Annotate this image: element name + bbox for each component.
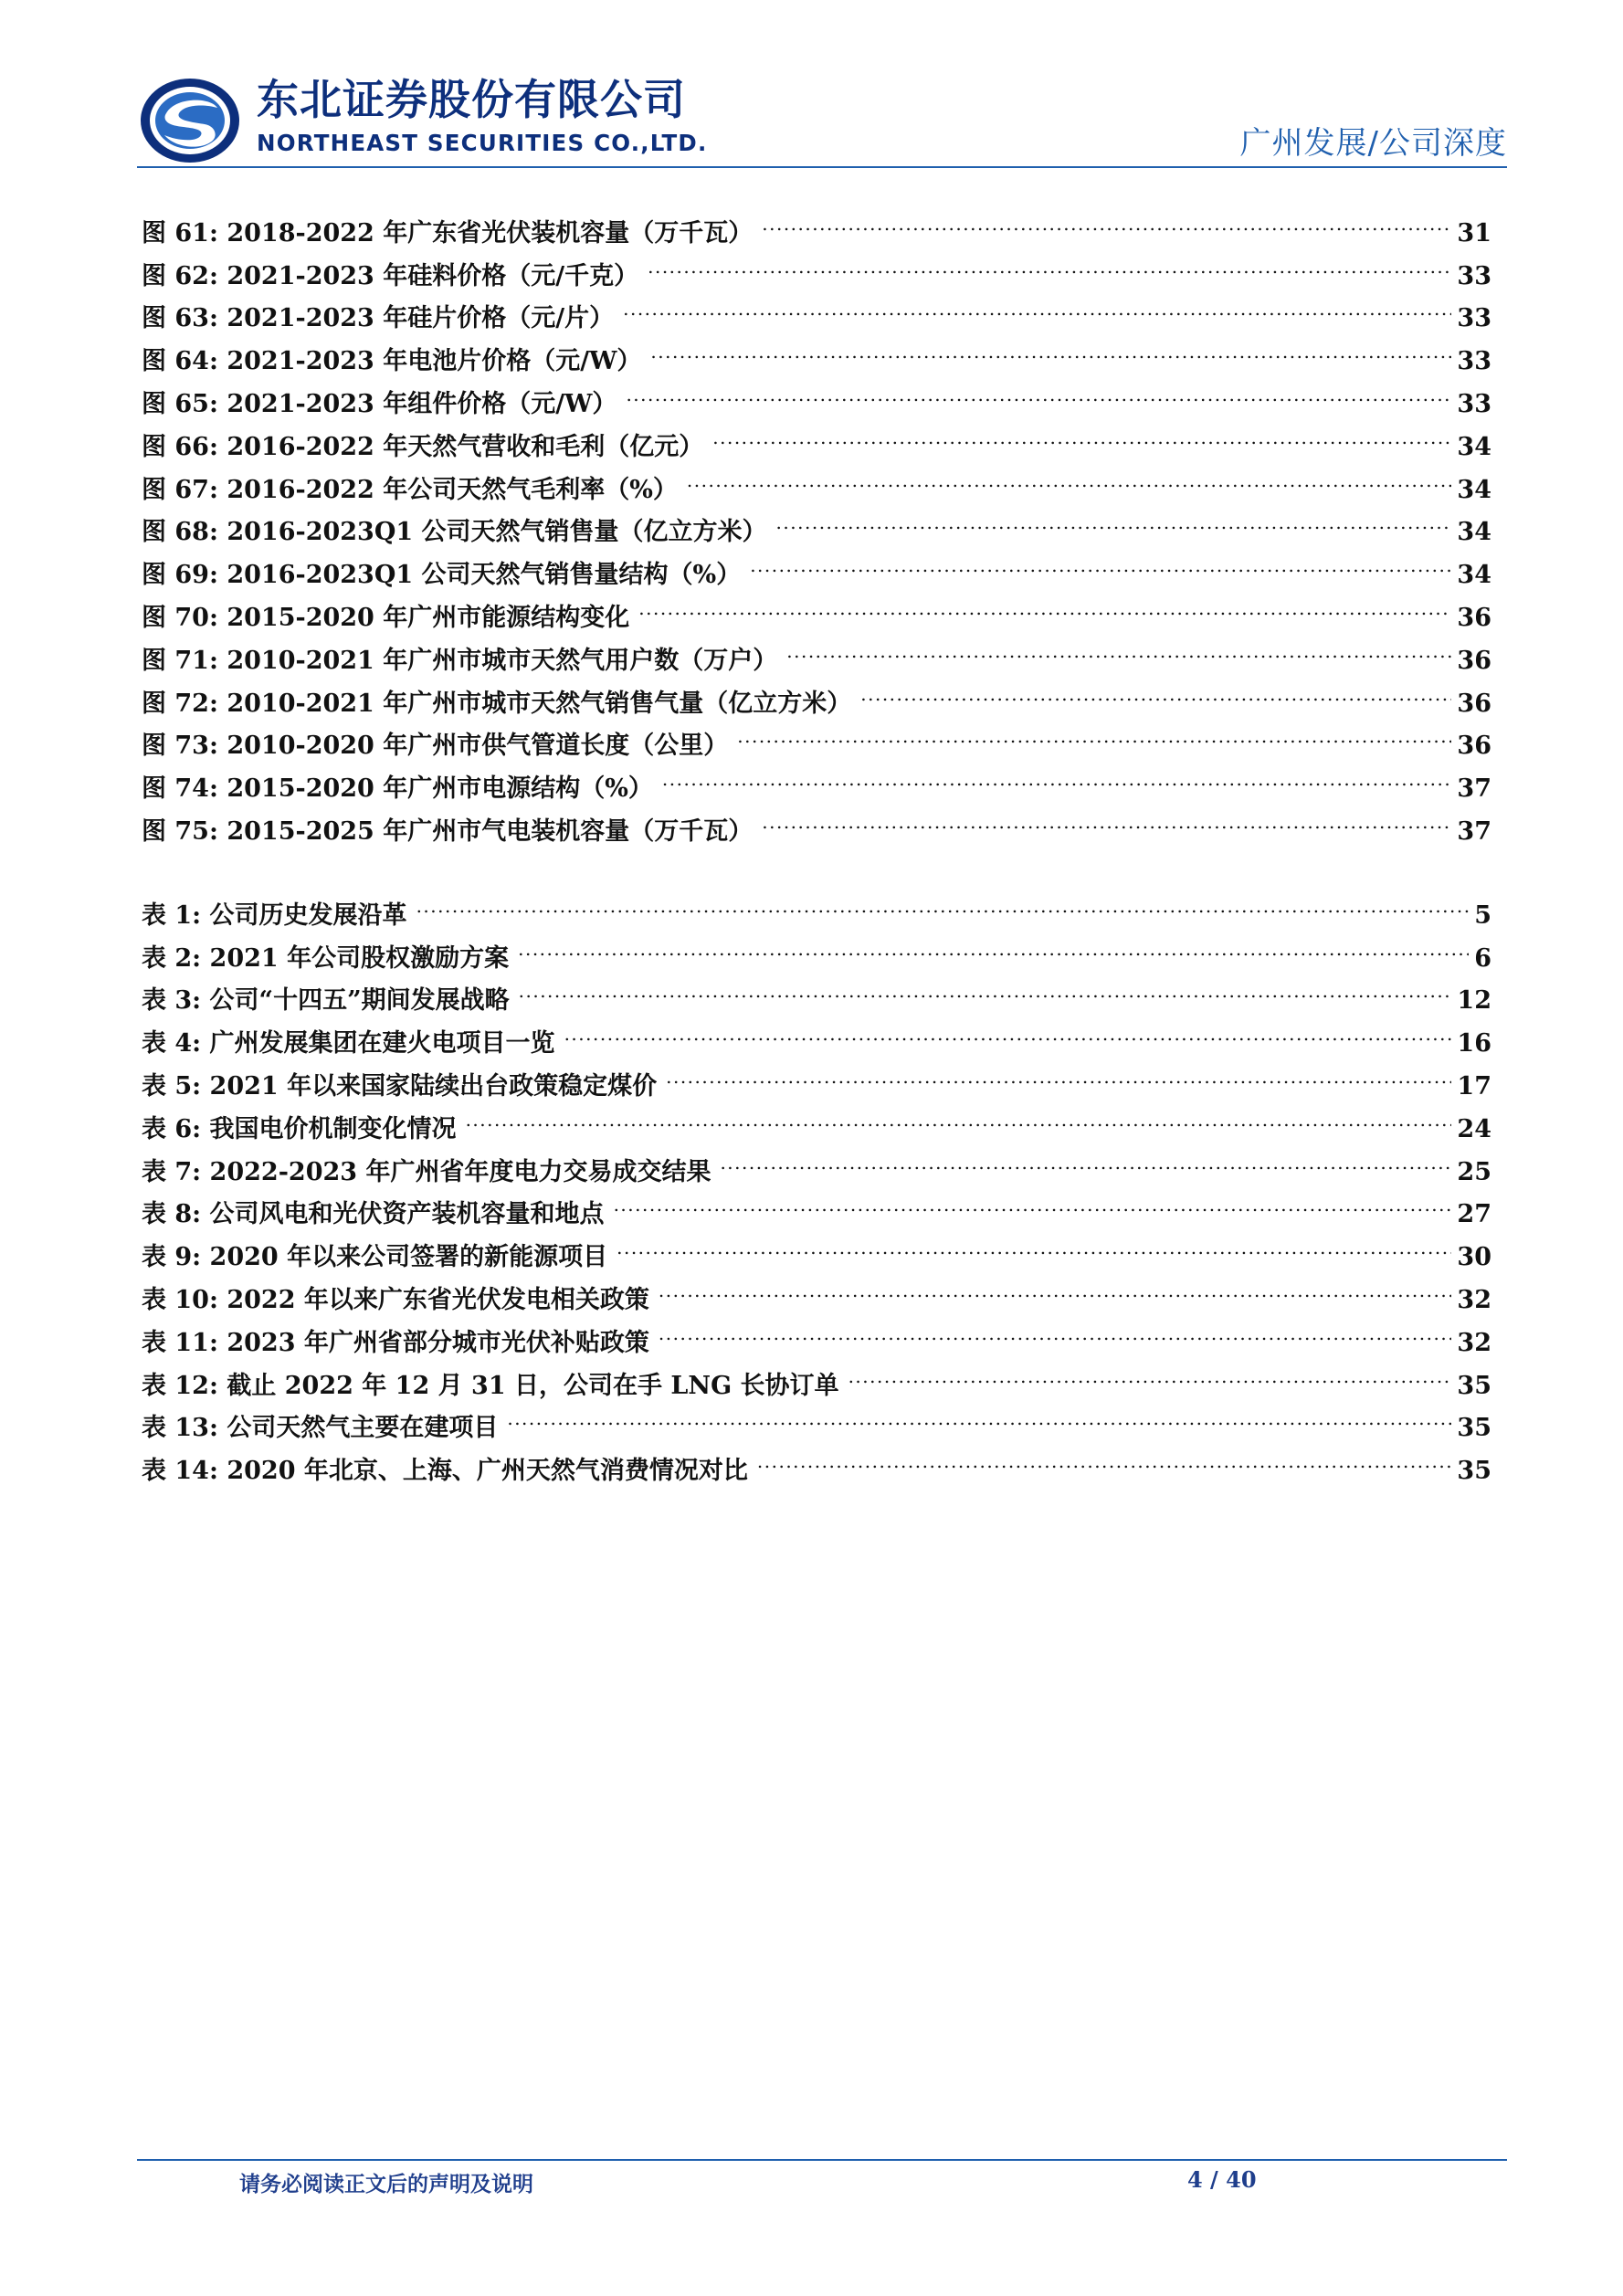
table-entry-label: 表 2: 2021 年公司股权激励方案 bbox=[142, 943, 510, 973]
figure-entry-page: 34 bbox=[1457, 518, 1491, 547]
figure-entry-label: 图 72: 2010-2021 年广州市城市天然气销售气量（亿立方米） bbox=[142, 689, 852, 718]
table-entry-page: 35 bbox=[1457, 1414, 1491, 1443]
table-entry-page: 17 bbox=[1457, 1071, 1491, 1101]
table-entry-label: 表 1: 公司历史发展沿革 bbox=[142, 900, 407, 930]
table-entry-page: 30 bbox=[1457, 1243, 1491, 1272]
figure-entry-label: 图 73: 2010-2020 年广州市供气管道长度（公里） bbox=[142, 732, 729, 761]
dot-leader bbox=[564, 1008, 1452, 1051]
dot-leader bbox=[860, 669, 1451, 711]
dot-leader bbox=[650, 326, 1451, 369]
figure-entry-label: 图 62: 2021-2023 年硅料价格（元/千克） bbox=[142, 261, 639, 290]
figure-entry-page: 37 bbox=[1457, 816, 1491, 846]
table-entry-page: 32 bbox=[1457, 1285, 1491, 1314]
table-entry-page: 5 bbox=[1474, 900, 1491, 930]
figure-entry-page: 36 bbox=[1457, 689, 1491, 718]
table-entry-label: 表 8: 公司风电和光伏资产装机容量和地点 bbox=[142, 1200, 605, 1229]
table-entry-page: 35 bbox=[1457, 1371, 1491, 1400]
dot-leader bbox=[666, 1051, 1451, 1094]
northeast-securities-logo-icon bbox=[139, 77, 241, 164]
dot-leader bbox=[737, 711, 1451, 754]
page-number: 4 / 40 bbox=[1187, 2166, 1257, 2193]
table-entry[interactable] bbox=[142, 880, 1491, 930]
dot-leader bbox=[659, 1308, 1452, 1351]
figure-entry-label: 图 66: 2016-2022 年天然气营收和毛利（亿元） bbox=[142, 432, 704, 461]
dot-leader bbox=[762, 198, 1451, 241]
figure-entry[interactable] bbox=[142, 198, 1491, 248]
figure-entry-label: 图 65: 2021-2023 年组件价格（元/W） bbox=[142, 389, 617, 418]
dot-leader bbox=[687, 455, 1452, 498]
table-entry-label: 表 9: 2020 年以来公司签署的新能源项目 bbox=[142, 1243, 608, 1272]
dot-leader bbox=[757, 1436, 1452, 1479]
figure-entry-label: 图 70: 2015-2020 年广州市能源结构变化 bbox=[142, 603, 630, 632]
figure-list bbox=[142, 198, 1491, 846]
figure-entry-page: 33 bbox=[1457, 261, 1491, 290]
table-entry-label: 表 10: 2022 年以来广东省光伏发电相关政策 bbox=[142, 1285, 649, 1314]
figure-entry-page: 31 bbox=[1457, 218, 1491, 248]
table-entry-page: 24 bbox=[1457, 1114, 1491, 1143]
dot-leader bbox=[617, 1222, 1451, 1265]
page-header bbox=[137, 75, 1507, 166]
table-entry-label: 表 6: 我国电价机制变化情况 bbox=[142, 1114, 457, 1143]
dot-leader bbox=[662, 753, 1452, 796]
figure-entry-page: 36 bbox=[1457, 732, 1491, 761]
report-tag: 广州发展/公司深度 bbox=[1239, 125, 1507, 162]
figure-entry-label: 图 74: 2015-2020 年广州市电源结构（%） bbox=[142, 774, 653, 804]
table-entry-page: 25 bbox=[1457, 1157, 1491, 1186]
dot-leader bbox=[720, 1137, 1451, 1180]
dot-leader bbox=[623, 284, 1451, 327]
dot-leader bbox=[416, 880, 1470, 923]
table-entry-label: 表 12: 截止 2022 年 12 月 31 日，公司在手 LNG 长协订单 bbox=[142, 1371, 839, 1400]
figure-entry-label: 图 64: 2021-2023 年电池片价格（元/W） bbox=[142, 347, 642, 376]
dot-leader bbox=[638, 583, 1451, 626]
figure-entry-label: 图 69: 2016-2023Q1 公司天然气销售量结构（%） bbox=[142, 561, 742, 590]
table-list bbox=[142, 880, 1491, 1486]
table-entry-label: 表 3: 公司“十四五”期间发展战略 bbox=[142, 986, 510, 1016]
dot-leader bbox=[776, 498, 1452, 541]
figure-entry-label: 图 63: 2021-2023 年硅片价格（元/片） bbox=[142, 304, 615, 333]
dot-leader bbox=[518, 923, 1469, 966]
figure-entry-label: 图 68: 2016-2023Q1 公司天然气销售量（亿立方米） bbox=[142, 518, 767, 547]
footer-divider bbox=[137, 2159, 1507, 2161]
dot-leader bbox=[466, 1094, 1452, 1137]
company-name-en: NORTHEAST SECURITIES CO.,LTD. bbox=[257, 130, 708, 156]
table-entry-page: 32 bbox=[1457, 1328, 1491, 1357]
figure-entry-label: 图 75: 2015-2025 年广州市气电装机容量（万千瓦） bbox=[142, 816, 754, 846]
dot-leader bbox=[750, 540, 1451, 583]
figure-entry-label: 图 67: 2016-2022 年公司天然气毛利率（%） bbox=[142, 475, 678, 504]
table-entry-label: 表 11: 2023 年广州省部分城市光伏补贴政策 bbox=[142, 1328, 649, 1357]
table-entry-label: 表 13: 公司天然气主要在建项目 bbox=[142, 1414, 499, 1443]
figure-entry-page: 33 bbox=[1457, 304, 1491, 333]
dot-leader bbox=[659, 1265, 1452, 1308]
figure-entry-page: 33 bbox=[1457, 347, 1491, 376]
dot-leader bbox=[626, 369, 1451, 412]
figure-entry-page: 36 bbox=[1457, 646, 1491, 675]
table-entry-page: 35 bbox=[1457, 1457, 1491, 1486]
table-entry-page: 27 bbox=[1457, 1200, 1491, 1229]
dot-leader bbox=[786, 626, 1451, 669]
figure-entry-page: 34 bbox=[1457, 561, 1491, 590]
company-name-cn: 东北证券股份有限公司 bbox=[257, 75, 686, 124]
figure-entry-page: 36 bbox=[1457, 603, 1491, 632]
footer-disclaimer-note: 请务必阅读正文后的声明及说明 bbox=[239, 2173, 533, 2196]
table-entry-label: 表 5: 2021 年以来国家陆续出台政策稳定煤价 bbox=[142, 1071, 658, 1101]
table-entry-page: 16 bbox=[1457, 1029, 1491, 1058]
dot-leader bbox=[507, 1394, 1451, 1437]
table-entry-page: 6 bbox=[1474, 943, 1491, 973]
dot-leader bbox=[762, 796, 1451, 839]
header-divider bbox=[137, 166, 1507, 168]
figure-entry-label: 图 71: 2010-2021 年广州市城市天然气用户数（万户） bbox=[142, 646, 778, 675]
dot-leader bbox=[519, 966, 1452, 1009]
table-entry-label: 表 14: 2020 年北京、上海、广州天然气消费情况对比 bbox=[142, 1457, 748, 1486]
figure-entry-label: 图 61: 2018-2022 年广东省光伏装机容量（万千瓦） bbox=[142, 218, 754, 248]
table-entry-page: 12 bbox=[1457, 986, 1491, 1016]
table-entry-label: 表 7: 2022-2023 年广州省年度电力交易成交结果 bbox=[142, 1157, 711, 1186]
figure-entry-page: 34 bbox=[1457, 475, 1491, 504]
table-entry-label: 表 4: 广州发展集团在建火电项目一览 bbox=[142, 1029, 555, 1058]
dot-leader bbox=[712, 412, 1451, 455]
dot-leader bbox=[648, 241, 1451, 284]
dot-leader bbox=[614, 1180, 1452, 1223]
figure-entry-page: 34 bbox=[1457, 432, 1491, 461]
dot-leader bbox=[848, 1351, 1452, 1394]
figure-entry-page: 33 bbox=[1457, 389, 1491, 418]
figure-entry-page: 37 bbox=[1457, 774, 1491, 804]
